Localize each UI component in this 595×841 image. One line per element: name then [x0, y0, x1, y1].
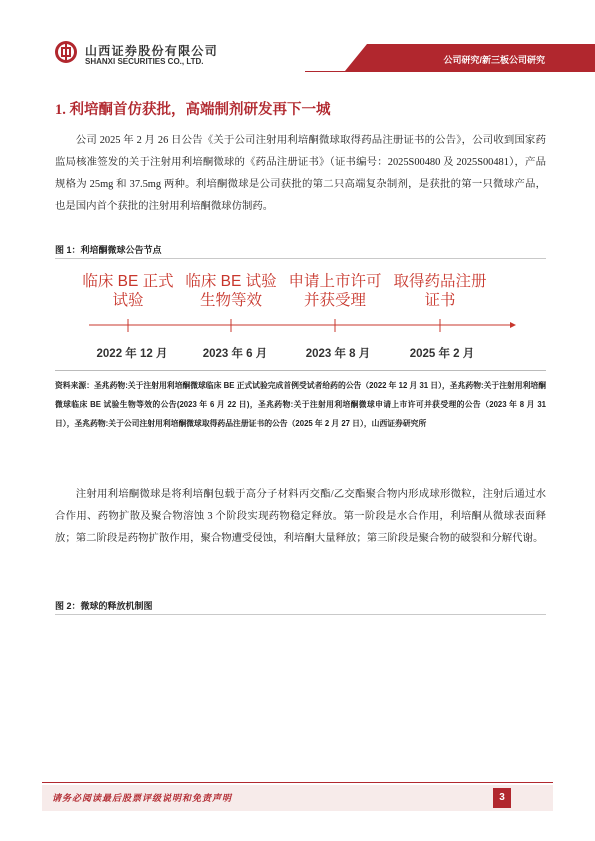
footer-disclaimer: 请务必阅读最后股票评级说明和免责声明 [52, 793, 233, 803]
milestone-2-label [176, 272, 286, 310]
timeline-axis [55, 314, 546, 338]
milestone-3-label-line2: 并获受理 [303, 292, 366, 309]
shanxi-securities-logo-icon [54, 40, 78, 64]
timeline-figure [55, 262, 546, 372]
paragraph-announcement: 公司 2025 年 2 月 26 日公告《关于公司注射用利培酮微球取得药品注册证书的公告》，公司收到国家药监局核准签发的关于注射用利培酮微球的《药品注册证书》（证书编号：2025S00480 及 2025S00481），产品规格为 25mg 和 37.5mg 两种。利培酮微球是公司获批的第二只高端复杂制剂，是获批的第一只微球产品，也是国内首个获批的注射用利培酮微球仿制药。 [55, 135, 546, 212]
milestone-1-label-line2: 试验 [112, 292, 144, 309]
milestone-1-label-line1: 临床 BE 正式 [82, 273, 174, 290]
paragraph-mechanism: 注射用利培酮微球是将利培酮包载于高分子材料丙交酯/乙交酯聚合物内形成球形微粒，注射后通过水合作用、药物扩散及聚合物溶蚀 3 个阶段实现药物稳定释放。第一阶段是水合作用，利培酮从微球表面释放；第二阶段是药物扩散作用，聚合物遭受侵蚀，利培酮大量释放；第三阶段是聚合物的破裂和分解代谢。 [55, 489, 546, 544]
company-name-cn: 山西证券股份有限公司 [85, 44, 219, 58]
milestone-4-label-line2: 证书 [424, 292, 456, 309]
milestone-1-label [73, 272, 183, 310]
figure1-top-rule [55, 258, 546, 259]
figure2-caption: 图 2：微球的释放机制图 [55, 601, 153, 611]
page-header [0, 0, 595, 80]
milestone-4-label [385, 272, 495, 310]
figure1-bottom-rule [55, 370, 546, 371]
milestone-2-label-line2: 生物等效 [199, 292, 262, 309]
page-number: 3 [493, 788, 511, 808]
figure2-top-rule [55, 614, 546, 615]
milestone-3-label-line1: 申请上市许可 [288, 273, 382, 290]
milestone-4-label-line1: 取得药品注册 [393, 273, 487, 290]
milestone-2-date: 2023 年 6 月 [202, 348, 268, 360]
milestone-3-label [280, 272, 390, 310]
section-title: 1. 利培酮首仿获批，高端制剂研发再下一城 [55, 102, 331, 118]
company-name-en: SHANXI SECURITIES CO., LTD. [85, 57, 204, 66]
milestone-3-date: 2023 年 8 月 [305, 348, 371, 360]
figure1-caption: 图 1：利培酮微球公告节点 [55, 245, 162, 255]
report-category-tag: 公司研究/新三板公司研究 [443, 55, 545, 65]
figure1-source: 资料来源：圣兆药物:关于注射用利培酮微球临床 BE 正式试验完成首例受试者给药的公告（2022 年 12 月 31 日），圣兆药物:关于注射用利培酮微球临床 BE 试验生物等效的公告(2023 年 6 月 22 日)，圣兆药物:关于注射用利培酮微球申请上市许可并获受理的公告（2023 年 8 月 31 日），圣兆药物:关于公司注射用利培酮微球取得药品注册证书的公告（2025 年 2 月 27 日），山西证券研究所 [55, 381, 546, 428]
milestone-4-date: 2025 年 2 月 [409, 348, 475, 360]
milestone-2-label-line1: 临床 BE 试验 [185, 273, 277, 290]
footer-rule [42, 782, 553, 783]
milestone-1-date: 2022 年 12 月 [96, 348, 168, 360]
